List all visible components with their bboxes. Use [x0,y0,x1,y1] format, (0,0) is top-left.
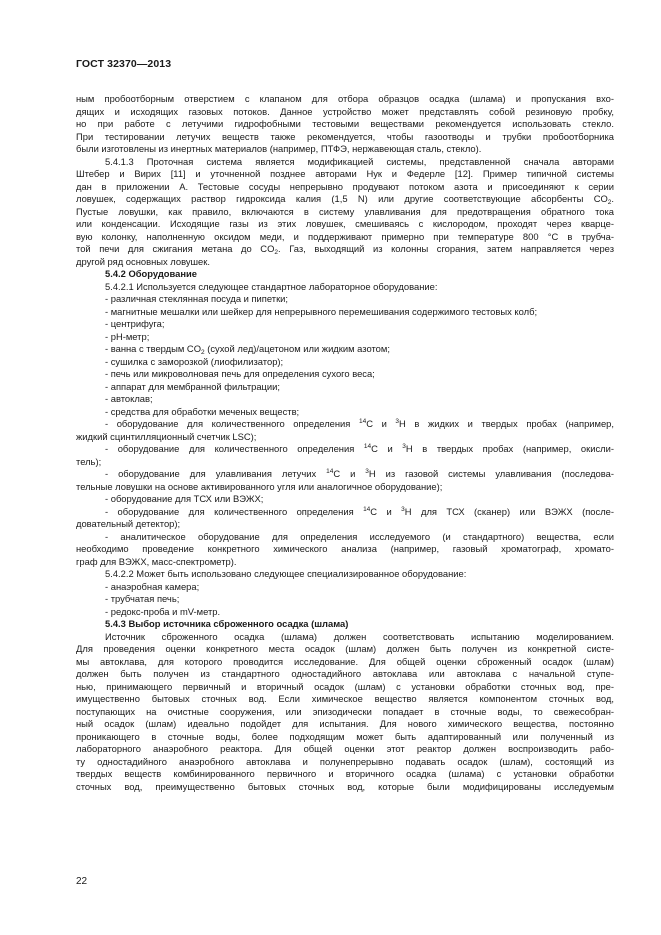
text-line: другой ряд основных ловушек. [76,255,210,267]
text-line: - pH-метр; [105,330,150,342]
section-heading: 5.4.3 Выбор источника сброженного осадка (шлама) [105,618,349,629]
text-line: 5.4.1.3 Проточная система является модификацией системы, представленной сначала авторами [105,155,614,167]
text-line: Для проведения оценки конкретного места осадок (шлам) должен быть получен из конкретной систе- [76,643,614,654]
text-line: ный осадок (шлам) идеально подойдет для испытания. Для нового химического вещества, постоянно [76,718,614,729]
text-line: необходимо проведение конкретного химического анализа (например, газовый хроматограф, хромато- [76,543,614,554]
text-line: твердых веществ комбинированного первичного и вторичного осадка (шлама) с установки обработки [76,768,614,779]
text-line: - аналитическое оборудование для определения исследуемого (и стандартного) вещества, если [105,530,614,542]
text-line: - оборудование для количественного определения $^{14}$С и $^3$Н в твердых пробах (например, окисли- [105,443,614,454]
text-line: тельные ловушки на основе активированного угля или аналогичное оборудование); [76,480,443,492]
text-line: поступающих на очистные сооружения, или эпизодически попадает в сточные воды, то свежесобран- [76,705,614,717]
text-line: - магнитные мешалки или шейкер для непрерывного перемешивания содержимого тестовых колб; [105,305,538,317]
text-line: 5.4.2.1 Используется следующее стандартное лабораторное оборудование: [105,280,438,292]
text-line: - оборудование для улавливания летучих $^{14}$С и $^3$Н из газовой системы улавливания (последова- [105,468,614,479]
text-line: - ванна с твердым $CO_2$ (сухой лед)/ацетоном или жидким азотом; [105,343,390,356]
text-line: дан в приложении А. Тестовые сосуды непрерывно продувают потоком азота и присоединяют к серии [76,180,614,192]
text-line: были изготовлены из инертных материалов (например, ПТФЭ, нержавеющая сталь, стекло). [76,143,482,154]
text-line: должен быть получен из стандартного одностадийного автоклава или автоклава с начальной ступе- [76,668,614,679]
text-line: - различная стеклянная посуда и пипетки; [105,293,289,304]
text-line: Пустые ловушки, как правило, включаются в систему улавливания для предотвращения обратного тока [76,205,614,217]
text-line: - печь или микроволновая печь для определения сухого веса; [105,368,375,379]
text-line: - анаэробная камера; [105,580,200,592]
text-line: вую колонку, наполненную оксидом меди, и поддерживают примерно при температуре 800 °С в трубча- [76,230,614,242]
text-line: сточных вод, преимущественно бытовых сточных вод, которые были модифицированы исследуемым [76,780,614,792]
text-line: довательный детектор); [76,518,181,529]
text-line: При тестировании летучих веществ также рекомендуется, чтобы газоотводы и трубки пробоотборника [76,130,614,142]
page-header-title: ГОСТ 32370—2013 [76,58,172,70]
text-line: мы автоклава, для которого проводится исследование. Для общей оценки сброженный осадок (шлам) [76,655,614,667]
text-line: жидкий сцинтилляционный счетчик LSC); [76,430,257,442]
text-line: - сушилка с заморозкой (лиофилизатор); [105,355,284,367]
text-line: нью, принимающего первичный и вторичный осадок (шлам) с установки обработки сточных вод, пре- [76,680,614,692]
text-line: той печи для сжигания метана до $CO_2$. Газ, выходящий из колонны сгорания, затем направляется через [76,243,614,256]
text-line: Штебер и Вирих [11] и уточненной позднее авторами Нук и Федерле [12]. Пример типичной системы [76,168,614,179]
text-line: - редокс-проба и mV-метр. [105,605,221,617]
text-line: - оборудование для ТСХ или ВЭЖХ; [105,493,264,504]
text-line: ным пробоотборным отверстием с клапаном для отбора образцов осадка (шлама) и пропускания вхо- [76,93,614,104]
text-line: проникающего в сточные воды, более подходящим может быть адаптированный или полученный из [76,730,614,742]
text-line: дящих и исходящих газовых потоков. Данное устройство может представлять собой резиновую пробку, [76,105,614,117]
text-line: тель); [76,455,102,467]
text-line: или конденсации. Исходящие газы из этих ловушек, смешиваясь с кислородом, проходят через кварце- [76,218,614,229]
text-line: но при работе с летучими гидрофобными тестовыми веществами рекомендуется использовать стекло. [76,118,614,129]
text-line: - средства для обработки меченых веществ; [105,405,300,417]
text-line: - оборудование для количественного определения $^{14}$С и $^3$Н для ТСХ (сканер) или ВЭЖХ (после- [105,505,614,517]
page-number: 22 [76,876,88,887]
text-line: - оборудование для количественного определения $^{14}$С и $^3$Н в жидких и твердых пробах (например, [105,418,614,429]
text-line: Источник сброженного осадка (шлама) должен соответствовать испытанию моделированием. [105,630,614,642]
text-line: - автоклав; [105,393,153,404]
text-line: имущественно бытовых сточных вод. Если химическое вещество является компонентом сточных вод, [76,693,614,704]
text-line: 5.4.2.2 Может быть использовано следующее специализированное оборудование: [105,568,467,579]
text-line: ту одностадийного анаэробного автоклава и полунепрерывно подавать осадок (шлам), состоящий из [76,755,614,767]
text-line: лабораторного анаэробного реактора. Для общей оценки этот реактор должен воспроизводить рабо- [76,743,614,754]
text-line: ловушек, содержащих раствор гидроксида калия (1,5 N) или другие соответствующие абсорбенты $CO_2$. [76,193,614,206]
text-line: - трубчатая печь; [105,593,180,604]
text-line: - центрифуга; [105,318,165,329]
text-line: - аппарат для мембранной фильтрации; [105,380,280,392]
section-heading: 5.4.2 Оборудование [105,268,198,279]
text-line: граф для ВЭЖХ, масс-спектрометр). [76,555,237,567]
document-body [76,93,614,793]
